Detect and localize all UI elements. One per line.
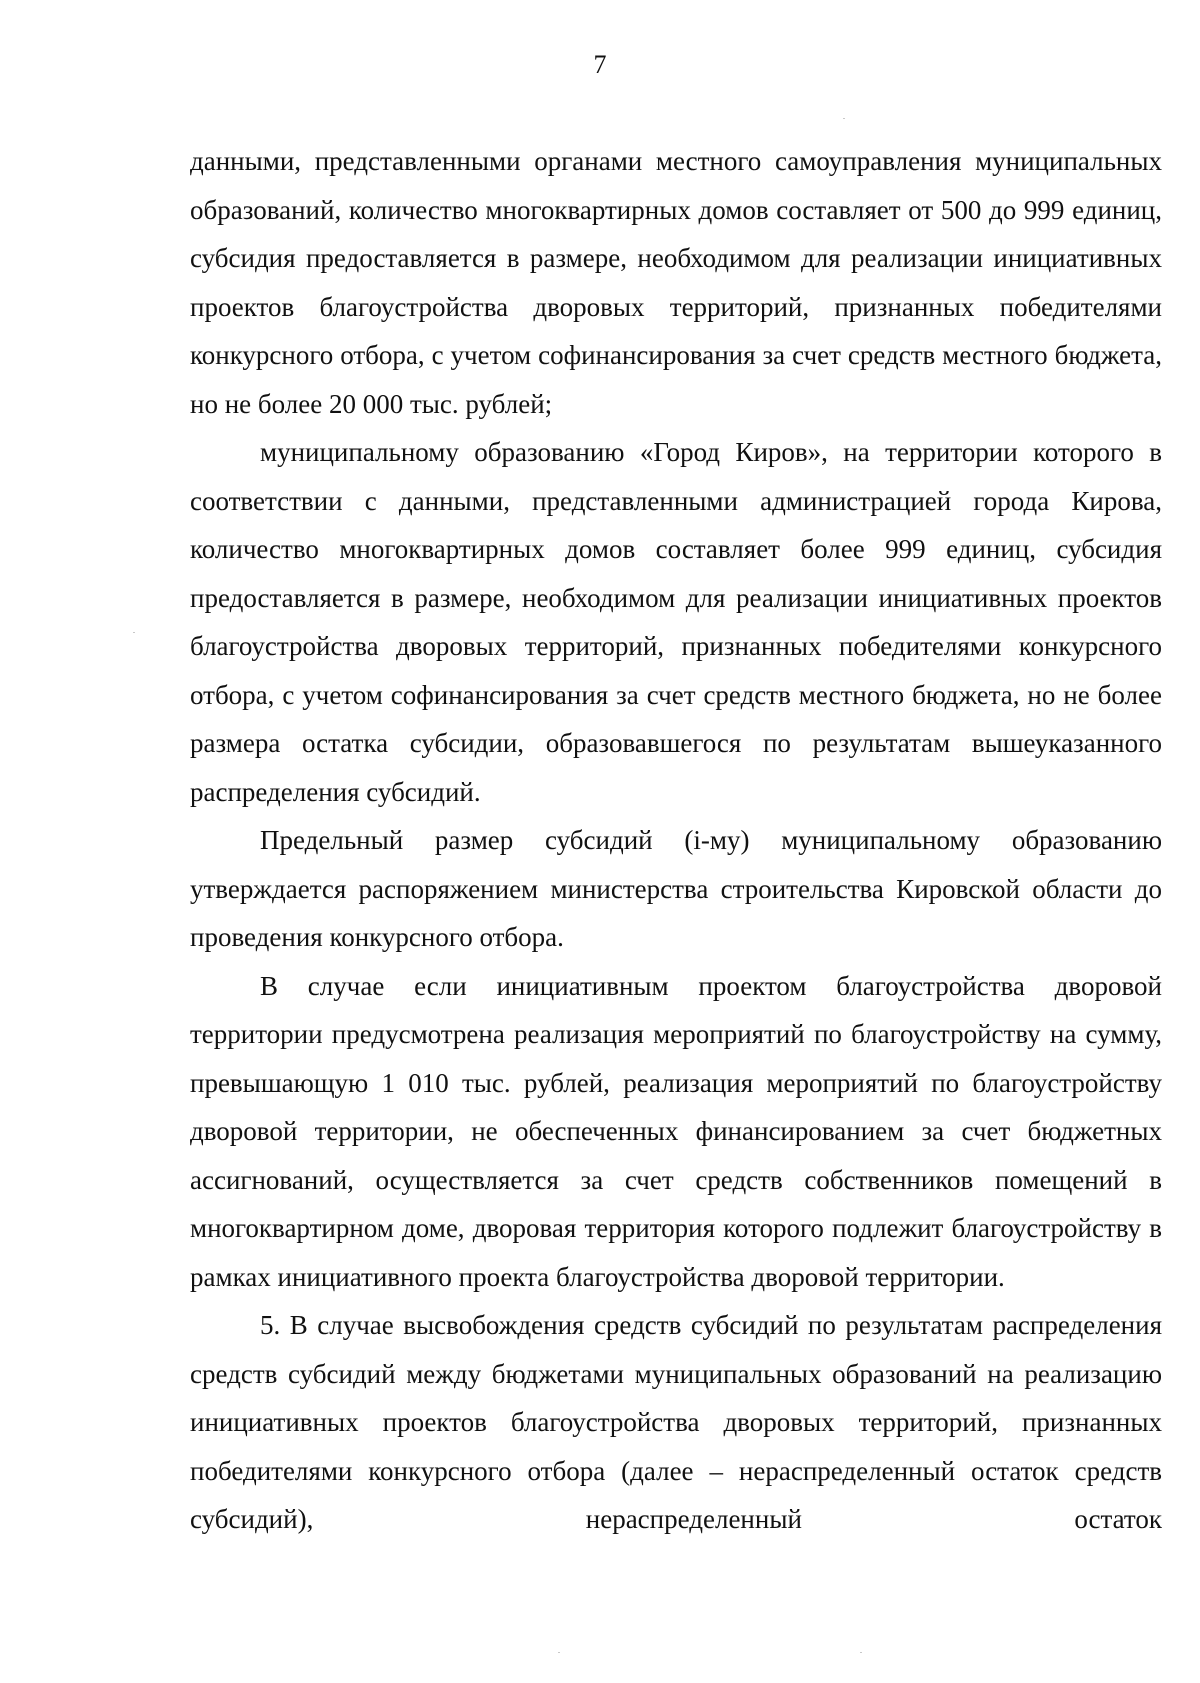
paragraph-continuation: данными, представленными органами местного самоуправления муниципальных образований, количество многоквартирных домов составляет от 500 до 999 единиц, субсидия предоставляется в размере, необходимом для реализации инициативных проектов благоустройства дворовых территорий, признанных победителями конкурсного отбора, с учетом софинансирования за счет средств местного бюджета, но не более 20 000 тыс. рублей; [190, 146, 1162, 419]
paragraph-owner-funding: В случае если инициативным проектом благоустройства дворовой территории предусмотрена реализация мероприятий по благоустройству на сумму, превышающую 1 010 тыс. рублей, реализация мероприятий по благоустройству дворовой территории, не обеспеченных финансированием за счет бюджетных ассигнований, осуществляется за счет средств собственников помещений в многоквартирном доме, дворовая территория которого подлежит благоустройству в рамках инициативного проекта благоустройства дворовой территории. [190, 970, 1162, 1292]
paragraph-kirov-city: муниципальному образованию «Город Киров», на территории которого в соответствии с данными, представленными администрацией города Кирова, количество многоквартирных домов составляет более 999 единиц, субсидия предоставляется в размере, необходимом для реализации инициативных проектов благоустройства дворовых территорий, признанных победителями конкурсного отбора, с учетом софинансирования за счет средств местного бюджета, но не более размера остатка субсидии, образовавшегося по результатам вышеуказанного распределения субсидий. [190, 437, 1162, 807]
scan-speck [860, 1652, 862, 1653]
document-body [190, 137, 1162, 1544]
scan-speck [843, 118, 845, 119]
paragraph-subsidy-limit: Предельный размер субсидий (i-му) муниципальному образованию утверждается распоряжением министерства строительства Кировской области до проведения конкурсного отбора. [190, 825, 1162, 952]
scan-speck [558, 1652, 560, 1653]
scan-speck [133, 632, 135, 633]
page-number: 7 [593, 50, 607, 79]
paragraph-item-5: 5. В случае высвобождения средств субсидий по результатам распределения средств субсидий между бюджетами муниципальных образований на реализацию инициативных проектов благоустройства дворовых территорий, признанных победителями конкурсного отбора (далее – нераспределенный остаток средств субсидий), нераспределенный остаток [190, 1310, 1162, 1534]
